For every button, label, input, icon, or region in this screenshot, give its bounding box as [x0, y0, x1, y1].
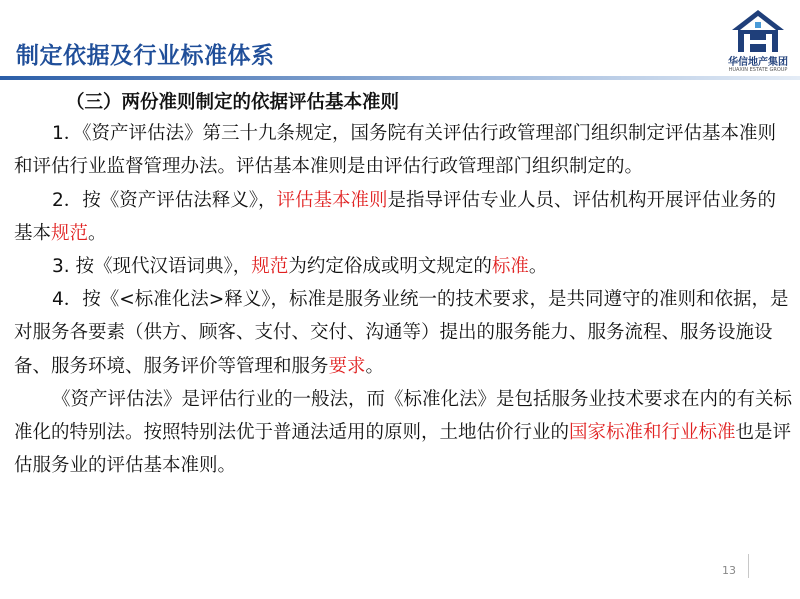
- logo-text-cn: 华信地产集团: [728, 57, 788, 68]
- paragraph-summary: [14, 383, 794, 483]
- slide-body: [14, 86, 794, 482]
- item-1-text: 1．《资产评估法》第三十九条规定，国务院有关评估行政管理部门组织制定评估基本准则和评估行业监督管理办法。评估基本准则是由评估行政管理部门组织制定的。: [14, 123, 777, 178]
- slide-title: 制定依据及行业标准体系: [16, 43, 275, 69]
- header-divider: [0, 76, 800, 80]
- slide-header: [0, 0, 800, 82]
- item-2-text-a: 2．按《资产评估法释义》，: [52, 189, 277, 211]
- summary-highlight-standards: 国家标准和行业标准: [569, 422, 736, 444]
- logo-text-en: HUAXIN ESTATE GROUP: [728, 67, 788, 73]
- item-3-highlight-standard: 标准: [491, 256, 529, 278]
- summary-text-c: 也是评估服务业的评估基本准则。: [14, 422, 792, 477]
- item-3-text-c: 为约定俗成或明文规定的: [288, 256, 492, 278]
- paragraph-item-2: [14, 184, 794, 250]
- item-2-text-c: 是指导评估专业人员、评估机构开展评估业务的基本: [14, 189, 777, 244]
- house-logo-icon: [718, 8, 798, 54]
- paragraph-item-3: [14, 250, 794, 283]
- item-2-highlight-basic-standard: 评估基本准则: [276, 189, 388, 211]
- item-2-text-e: 。: [88, 222, 107, 244]
- item-3-text-e: 。: [528, 256, 548, 278]
- item-2-highlight-norm: 规范: [51, 222, 89, 244]
- company-logo: [718, 8, 798, 74]
- item-3-text-a: 3. 按《现代汉语词典》，: [52, 256, 252, 278]
- item-3-highlight-norm: 规范: [251, 256, 289, 278]
- page-number: 13: [722, 564, 736, 577]
- page-number-divider: [748, 554, 749, 578]
- summary-text-a: 《资产评估法》是评估行业的一般法，而《标准化法》是包括服务业技术要求在内的有关标准化的特别法。按照特别法优于普通法适用的原则，土地估价行业的: [14, 388, 793, 444]
- item-4-text-a: 4．按《<标准化法>释义》，标准是服务业统一的技术要求，是共同遵守的准则和依据，是对服务各要素（供方、顾客、支付、交付、沟通等）提出的服务能力、服务流程、服务设施设备、服务环境、服务评价等管理和服务: [14, 289, 789, 377]
- item-4-text-c: 。: [365, 355, 385, 377]
- paragraph-item-4: [14, 283, 794, 383]
- item-4-highlight-requirement: 要求: [328, 355, 366, 377]
- section-heading: （三）两份准则制定的依据评估基本准则: [66, 92, 400, 113]
- paragraph-item-1: [14, 117, 794, 183]
